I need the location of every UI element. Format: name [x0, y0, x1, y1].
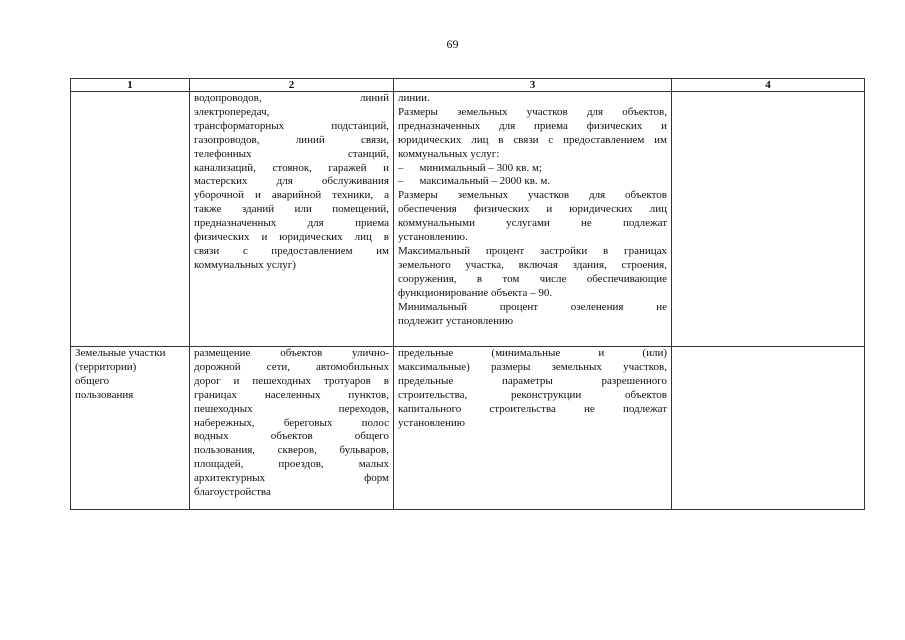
list-dash-icon: – [398, 175, 404, 188]
cell-permitted-use [190, 92, 394, 347]
cell-notes [672, 92, 865, 347]
regulation-table [70, 78, 865, 510]
cell-text-line: Размеры земельных участков для объектов, [398, 105, 667, 118]
cell-text-line: предназначенных для приема [194, 217, 389, 230]
cell-text-line: предельные (минимальные и (или) [398, 347, 667, 359]
cell-text-line: границах населенных пунктов, [194, 388, 389, 401]
cell-text-line: трансформаторных подстанций, [194, 119, 389, 132]
cell-text-line: дорог и пешеходных тротуаров в [194, 374, 389, 387]
cell-text-line: водопроводов, линий [194, 92, 389, 104]
list-item-text: максимальный – 2000 кв. м. [419, 175, 551, 188]
table-row [71, 92, 865, 347]
cell-text-line: мастерских для обслуживания [194, 175, 389, 188]
cell-text-line: коммунальных услуг) [194, 258, 296, 271]
column-header-1: 1 [71, 79, 190, 92]
cell-text-line: размещение объектов улично- [194, 347, 389, 359]
list-item-text: минимальный – 300 кв. м; [419, 161, 542, 174]
table-header-row [71, 79, 865, 92]
cell-notes [672, 347, 865, 510]
list-dash-icon: – [398, 161, 404, 174]
cell-text-line: сооружения, в том числе обеспечивающие [398, 272, 667, 285]
cell-text-line: Земельные участки [75, 347, 166, 359]
cell-text-line: Минимальный процент озеленения не [398, 300, 667, 313]
cell-text-line: обеспечения физических и юридических лиц [398, 203, 667, 216]
cell-text-line: благоустройства [194, 486, 271, 499]
column-header-4: 4 [672, 79, 865, 92]
cell-text-line: общего [75, 374, 110, 387]
cell-text-line: капитального строительства не подлежат [398, 402, 667, 415]
cell-text-line: физических и юридических лиц в [194, 231, 389, 244]
cell-text-line: строительства, реконструкции объектов [398, 388, 667, 401]
cell-text-line: линии. [398, 92, 430, 104]
cell-text-line: набережных, береговых полос [194, 416, 389, 429]
cell-text-line: установлению. [398, 231, 468, 244]
cell-text-line: архитектурных форм [194, 472, 389, 485]
cell-land-category [71, 347, 190, 510]
cell-text-line: Максимальный процент застройки в границах [398, 244, 667, 257]
cell-text-line: площадей, проездов, малых [194, 458, 389, 471]
cell-parameters [394, 92, 672, 347]
cell-text-line: пешеходных переходов, [194, 402, 389, 415]
cell-text-line: Размеры земельных участков для объектов [398, 189, 667, 202]
page-number: 69 [446, 37, 459, 51]
cell-land-category [71, 92, 190, 347]
cell-text-line: дорожной сети, автомобильных [194, 360, 389, 373]
cell-text-line: уборочной и аварийной техники, а [194, 189, 389, 202]
cell-text-line: установлению [398, 416, 466, 429]
cell-text-line: связи с предоставлением им [194, 244, 389, 257]
cell-text-line [398, 175, 667, 189]
cell-parameters [394, 347, 672, 510]
cell-text-line: предназначенных для приема физических и [398, 119, 667, 132]
cell-text-line: телефонных станций, [194, 147, 389, 160]
cell-text-line: также зданий или помещений, [194, 203, 389, 216]
cell-text-line: предельные параметры разрешенного [398, 374, 667, 387]
cell-permitted-use [190, 347, 394, 510]
cell-text-line [398, 162, 667, 176]
cell-text-line: коммунальных услуг: [398, 147, 500, 160]
cell-text-line: подлежит установлению [398, 314, 514, 327]
cell-text-line: канализаций, стоянок, гаражей и [194, 161, 389, 174]
column-header-3: 3 [394, 79, 672, 92]
table-row [71, 347, 865, 510]
cell-text-line: (территории) [75, 360, 137, 373]
cell-text-line: максимальные) размеры земельных участков, [398, 360, 667, 373]
cell-text-line: пользования [75, 388, 134, 401]
column-header-2: 2 [190, 79, 394, 92]
cell-text-line: функционирование объекта – 90. [398, 286, 553, 299]
cell-text-line: юридических лиц в связи с предоставлением им [398, 133, 667, 146]
cell-text-line: газопроводов, линий связи, [194, 133, 389, 146]
cell-text-line: земельного участка, включая здания, строения, [398, 258, 667, 271]
cell-text-line: электропередач, [194, 105, 270, 118]
cell-text-line: пользования, скверов, бульваров, [194, 444, 389, 457]
cell-text-line: водных объектов общего [194, 430, 389, 443]
cell-text-line: коммунальными услугами не подлежат [398, 217, 667, 230]
